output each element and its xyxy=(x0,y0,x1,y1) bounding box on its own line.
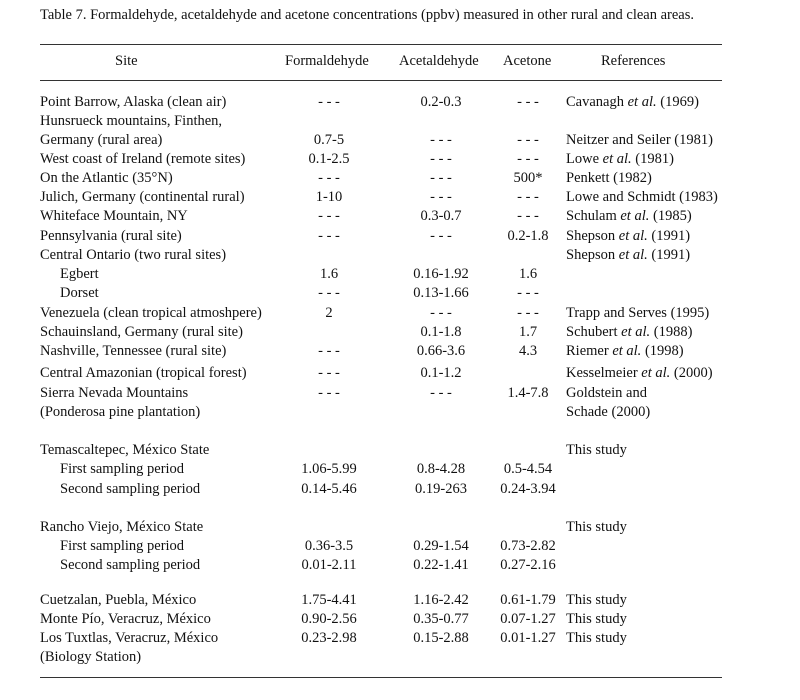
reference-et-al: et al. xyxy=(618,247,648,263)
acetone-cell: - - - xyxy=(517,305,539,321)
acetaldehyde-cell: 0.1-1.2 xyxy=(420,365,462,381)
site-cell: Pennsylvania (rural site) xyxy=(40,228,182,244)
top-rule xyxy=(40,44,722,45)
site-cell: West coast of Ireland (remote sites) xyxy=(40,151,246,167)
site-cell: Hunsrueck mountains, Finthen, xyxy=(40,113,223,129)
formaldehyde-cell: 0.7-5 xyxy=(313,132,345,148)
reference-cell xyxy=(566,364,713,382)
reference-author: Penkett (1982) xyxy=(566,170,652,186)
formaldehyde-cell: 1-10 xyxy=(315,189,343,205)
reference-author: Schulam xyxy=(566,208,621,224)
reference-cell xyxy=(566,384,647,402)
formaldehyde-cell: 0.23-2.98 xyxy=(301,630,357,646)
site-cell: Egbert xyxy=(60,266,99,282)
acetone-cell: 1.6 xyxy=(518,266,538,282)
acetone-cell: 500* xyxy=(513,170,543,186)
reference-author: This study xyxy=(566,611,627,627)
formaldehyde-cell: 1.6 xyxy=(319,266,339,282)
acetone-cell: 1.4-7.8 xyxy=(507,385,549,401)
site-cell: First sampling period xyxy=(60,461,185,477)
site-cell: Point Barrow, Alaska (clean air) xyxy=(40,94,227,110)
reference-cell xyxy=(566,610,627,628)
formaldehyde-cell: 2 xyxy=(325,305,333,321)
formaldehyde-cell: 0.1-2.5 xyxy=(308,151,350,167)
reference-cell xyxy=(566,188,718,206)
formaldehyde-cell: - - - xyxy=(318,285,340,301)
site-cell: (Biology Station) xyxy=(40,649,142,665)
site-cell: Second sampling period xyxy=(60,481,201,497)
acetone-cell: 0.5-4.54 xyxy=(503,461,553,477)
site-cell: Germany (rural area) xyxy=(40,132,163,148)
reference-cell xyxy=(566,403,650,421)
acetone-cell: 4.3 xyxy=(518,343,538,359)
acetaldehyde-cell: 0.3-0.7 xyxy=(420,208,462,224)
header-rule xyxy=(40,80,722,81)
acetaldehyde-cell: - - - xyxy=(430,170,452,186)
reference-author: This study xyxy=(566,630,627,646)
reference-et-al: et al. xyxy=(618,228,648,244)
acetaldehyde-cell: - - - xyxy=(430,228,452,244)
reference-et-al: et al. xyxy=(621,324,651,340)
reference-author: Trapp and Serves (1995) xyxy=(566,305,710,321)
acetaldehyde-cell: 0.2-0.3 xyxy=(420,94,462,110)
bottom-rule xyxy=(40,677,722,678)
table-caption: Table 7. Formaldehyde, acetaldehyde and acetone concentrations (ppbv) measured in other rural and clean areas. xyxy=(40,7,695,23)
formaldehyde-cell: - - - xyxy=(318,208,340,224)
reference-et-al: et al. xyxy=(602,151,632,167)
site-cell: First sampling period xyxy=(60,538,185,554)
acetone-cell: - - - xyxy=(517,285,539,301)
reference-year: (1998) xyxy=(641,343,684,359)
formaldehyde-cell: - - - xyxy=(318,343,340,359)
reference-cell xyxy=(566,304,709,322)
acetone-cell: 0.27-2.16 xyxy=(500,557,556,573)
acetaldehyde-cell: 0.66-3.6 xyxy=(416,343,466,359)
site-cell: Second sampling period xyxy=(60,557,201,573)
acetaldehyde-cell: 0.16-1.92 xyxy=(413,266,469,282)
reference-cell xyxy=(566,441,627,459)
site-cell: Nashville, Tennessee (rural site) xyxy=(40,343,227,359)
reference-cell xyxy=(566,207,692,225)
reference-author: This study xyxy=(566,592,627,608)
reference-cell xyxy=(566,591,627,609)
site-cell: Central Ontario (two rural sites) xyxy=(40,247,227,263)
site-cell: Rancho Viejo, México State xyxy=(40,519,204,535)
reference-year: (1988) xyxy=(650,324,693,340)
acetone-cell: - - - xyxy=(517,132,539,148)
header-formaldehyde: Formaldehyde xyxy=(285,53,369,69)
reference-cell xyxy=(566,169,652,187)
reference-cell xyxy=(566,131,713,149)
reference-year: (1991) xyxy=(647,247,691,263)
reference-year: (1985) xyxy=(649,208,692,224)
reference-cell xyxy=(566,227,690,245)
reference-author: Kesselmeier xyxy=(566,365,642,381)
reference-author: Riemer xyxy=(566,343,613,359)
reference-cell xyxy=(566,150,674,168)
formaldehyde-cell: 0.36-3.5 xyxy=(304,538,354,554)
acetone-cell: 0.2-1.8 xyxy=(507,228,549,244)
reference-et-al: et al. xyxy=(620,208,650,224)
reference-cell xyxy=(566,629,627,647)
acetaldehyde-cell: 0.29-1.54 xyxy=(413,538,469,554)
acetaldehyde-cell: - - - xyxy=(430,132,452,148)
formaldehyde-cell: 1.06-5.99 xyxy=(301,461,357,477)
acetone-cell: 0.24-3.94 xyxy=(500,481,556,497)
reference-author: This study xyxy=(566,442,627,458)
reference-cell xyxy=(566,246,690,264)
acetaldehyde-cell: 0.35-0.77 xyxy=(413,611,469,627)
formaldehyde-cell: - - - xyxy=(318,365,340,381)
formaldehyde-cell: - - - xyxy=(318,170,340,186)
header-references: References xyxy=(601,53,666,69)
acetaldehyde-cell: 0.22-1.41 xyxy=(413,557,469,573)
site-cell: Los Tuxtlas, Veracruz, México xyxy=(40,630,219,646)
acetaldehyde-cell: - - - xyxy=(430,385,452,401)
reference-author: Shepson xyxy=(566,228,619,244)
reference-author: Schade (2000) xyxy=(566,404,651,420)
reference-et-al: et al. xyxy=(612,343,642,359)
formaldehyde-cell: 0.14-5.46 xyxy=(301,481,357,497)
reference-cell xyxy=(566,323,692,341)
reference-author: Cavanagh xyxy=(566,94,628,110)
reference-year: (1991) xyxy=(647,228,691,244)
reference-author: This study xyxy=(566,519,627,535)
site-cell: Cuetzalan, Puebla, México xyxy=(40,592,197,608)
reference-author: Goldstein and xyxy=(566,385,647,401)
header-acetone: Acetone xyxy=(503,53,552,69)
acetone-cell: 0.07-1.27 xyxy=(500,611,556,627)
acetaldehyde-cell: 1.16-2.42 xyxy=(413,592,469,608)
acetone-cell: - - - xyxy=(517,151,539,167)
site-cell: Central Amazonian (tropical forest) xyxy=(40,365,247,381)
header-acetaldehyde: Acetaldehyde xyxy=(399,53,479,69)
header-site: Site xyxy=(115,53,138,69)
reference-year: (1981) xyxy=(631,151,674,167)
reference-author: Lowe xyxy=(566,151,603,167)
acetaldehyde-cell: 0.15-2.88 xyxy=(413,630,469,646)
acetone-cell: 0.73-2.82 xyxy=(500,538,556,554)
formaldehyde-cell: 0.90-2.56 xyxy=(301,611,357,627)
site-cell: Temascaltepec, México State xyxy=(40,442,210,458)
reference-cell xyxy=(566,342,684,360)
reference-cell xyxy=(566,93,699,111)
reference-et-al: et al. xyxy=(627,94,657,110)
acetone-cell: 0.61-1.79 xyxy=(500,592,556,608)
acetaldehyde-cell: 0.13-1.66 xyxy=(413,285,469,301)
reference-cell xyxy=(566,518,627,536)
site-cell: Whiteface Mountain, NY xyxy=(40,208,188,224)
formaldehyde-cell: - - - xyxy=(318,94,340,110)
site-cell: On the Atlantic (35°N) xyxy=(40,170,173,186)
site-cell: Monte Pío, Veracruz, México xyxy=(40,611,211,627)
site-cell: (Ponderosa pine plantation) xyxy=(40,404,201,420)
reference-author: Schubert xyxy=(566,324,622,340)
formaldehyde-cell: 0.01-2.11 xyxy=(301,557,357,573)
acetaldehyde-cell: 0.19-263 xyxy=(415,481,467,497)
reference-author: Neitzer and Seiler (1981) xyxy=(566,132,713,148)
site-cell: Julich, Germany (continental rural) xyxy=(40,189,245,205)
site-cell: Dorset xyxy=(60,285,99,301)
acetaldehyde-cell: 0.8-4.28 xyxy=(416,461,466,477)
acetone-cell: - - - xyxy=(517,94,539,110)
formaldehyde-cell: - - - xyxy=(318,228,340,244)
acetone-cell: - - - xyxy=(517,189,539,205)
acetaldehyde-cell: - - - xyxy=(430,151,452,167)
reference-year: (2000) xyxy=(670,365,713,381)
site-cell: Schauinsland, Germany (rural site) xyxy=(40,324,243,340)
reference-author: Shepson xyxy=(566,247,619,263)
acetaldehyde-cell: 0.1-1.8 xyxy=(420,324,462,340)
site-cell: Sierra Nevada Mountains xyxy=(40,385,189,401)
site-cell: Venezuela (clean tropical atmoshpere) xyxy=(40,305,262,321)
acetaldehyde-cell: - - - xyxy=(430,189,452,205)
acetone-cell: 1.7 xyxy=(518,324,538,340)
reference-author: Lowe and Schmidt (1983) xyxy=(566,189,718,205)
reference-et-al: et al. xyxy=(641,365,671,381)
acetone-cell: - - - xyxy=(517,208,539,224)
acetaldehyde-cell: - - - xyxy=(430,305,452,321)
reference-year: (1969) xyxy=(656,94,699,110)
acetone-cell: 0.01-1.27 xyxy=(500,630,556,646)
formaldehyde-cell: 1.75-4.41 xyxy=(301,592,357,608)
formaldehyde-cell: - - - xyxy=(318,385,340,401)
